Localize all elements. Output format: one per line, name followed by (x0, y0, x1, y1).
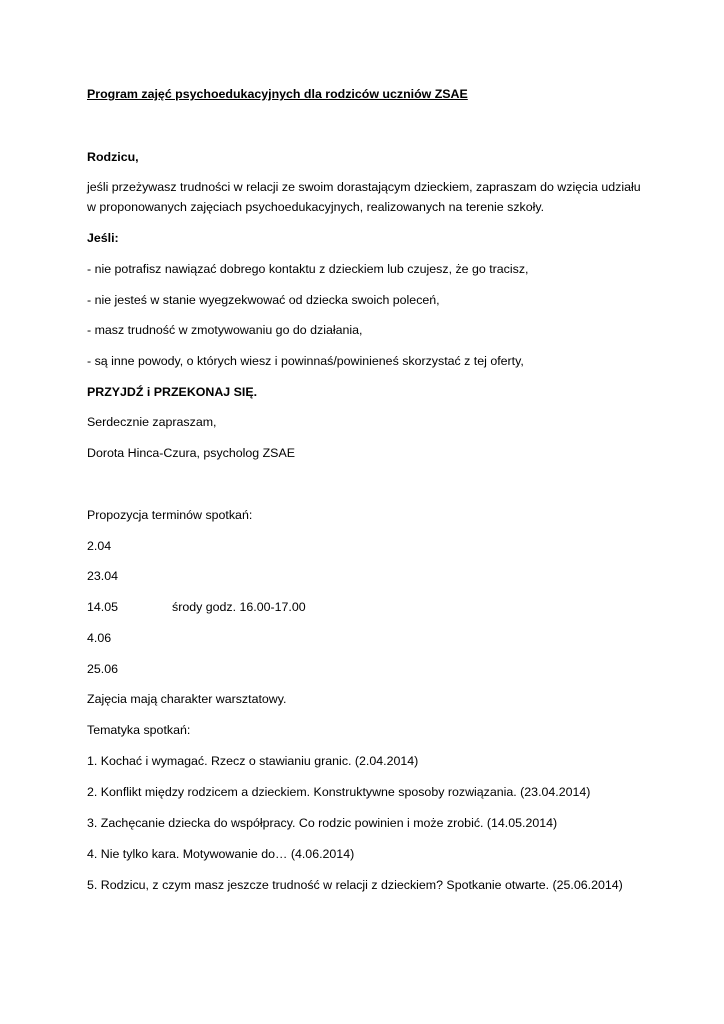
date-item: 4.06 (87, 631, 112, 645)
condition-item: - są inne powody, o których wiesz i powinnaś/powinieneś skorzystać z tej oferty, (87, 354, 524, 368)
topics-heading: Tematyka spotkań: (87, 723, 191, 737)
intro-paragraph-line-1: jeśli przeżywasz trudności w relacji ze swoim dorastającym dzieckiem, zapraszam do wzięcia udziału (87, 180, 641, 194)
topic-item: 1. Kochać i wymagać. Rzecz o stawianiu granic. (2.04.2014) (87, 754, 419, 768)
document-title: Program zajęć psychoedukacyjnych dla rodziców uczniów ZSAE (87, 87, 468, 101)
condition-item: - nie potrafisz nawiązać dobrego kontaktu z dzieckiem lub czujesz, że go tracisz, (87, 262, 529, 276)
date-item: 2.04 (87, 539, 112, 553)
topic-item: 3. Zachęcanie dziecka do współpracy. Co rodzic powinien i może zrobić. (14.05.2014) (87, 816, 558, 830)
condition-item: - masz trudność w zmotywowaniu go do działania, (87, 323, 363, 337)
closing: Serdecznie zapraszam, (87, 415, 217, 429)
condition-item: - nie jesteś w stanie wyegzekwować od dziecka swoich poleceń, (87, 293, 440, 307)
date-item: 23.04 (87, 569, 119, 583)
topic-item: 4. Nie tylko kara. Motywowanie do… (4.06.2014) (87, 847, 355, 861)
date-item: 25.06 (87, 662, 119, 676)
signature: Dorota Hinca-Czura, psycholog ZSAE (87, 446, 295, 460)
meeting-time-note: środy godz. 16.00-17.00 (172, 600, 306, 614)
dates-heading: Propozycja terminów spotkań: (87, 508, 253, 522)
conditions-heading: Jeśli: (87, 231, 119, 245)
topic-item: 5. Rodzicu, z czym masz jeszcze trudność w relacji z dzieckiem? Spotkanie otwarte. (25.06.2014) (87, 878, 623, 892)
intro-paragraph-line-2: w proponowanych zajęciach psychoedukacyjnych, realizowanych na terenie szkoły. (87, 200, 545, 214)
format-note: Zajęcia mają charakter warsztatowy. (87, 692, 287, 706)
salutation: Rodzicu, (87, 150, 139, 164)
date-item: 14.05 (87, 600, 119, 614)
call-to-action: PRZYJDŹ i PRZEKONAJ SIĘ. (87, 385, 258, 399)
topic-item: 2. Konflikt między rodzicem a dzieckiem. Konstruktywne sposoby rozwiązania. (23.04.2014) (87, 785, 591, 799)
